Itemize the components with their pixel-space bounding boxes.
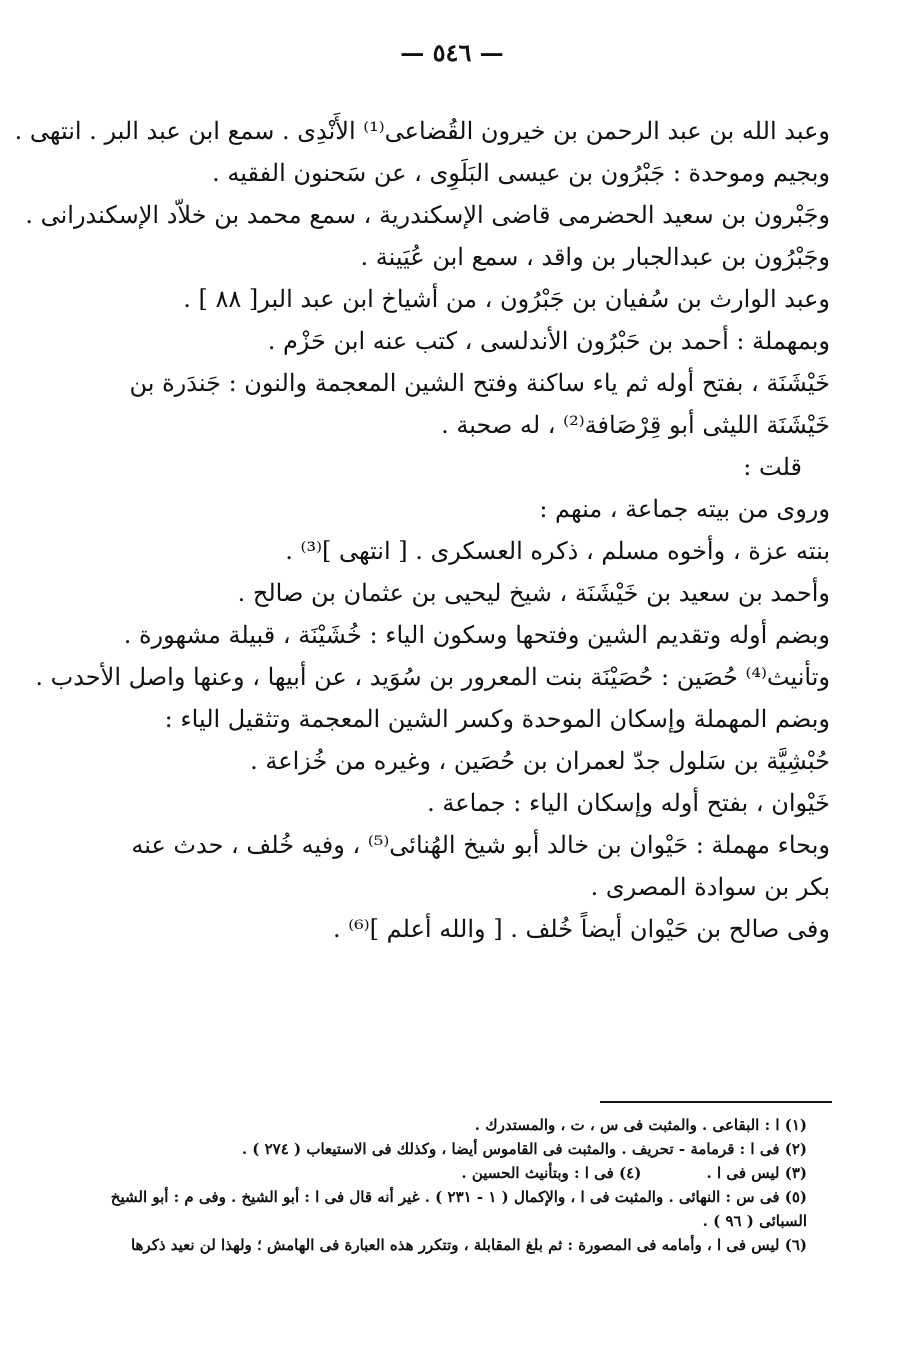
text-line: وعبد الوارث بن سُفيان بن جَبْرُون ، من أشياخ ابن عبد البر[ ٨٨ ] . <box>183 285 830 313</box>
section-heading: قلت : <box>743 453 802 481</box>
text-line: وبضم المهملة وإسكان الموحدة وكسر الشين المعجمة وتثقيل الياء : حُبْشِيَّة بن سَلول جدّ لعمران بن حُصَين ، وغيره من خُزاعة . <box>164 705 830 775</box>
footnote-4: (٤) فى ا : وبتأنيث الحسين . <box>461 1164 642 1182</box>
text-line: خَيْشَنَة ، بفتح أوله ثم ياء ساكنة وفتح الشين المعجمة والنون : جَندَرة بن خَيْشَنَة الليثى أبو قِرْصَافة⁽²⁾ ، له صحبة . <box>129 369 830 439</box>
text-line: خَيْوان ، بفتح أوله وإسكان الياء : جماعة . <box>427 789 830 817</box>
text-line: وبجيم وموحدة : جَبْرُون بن عيسى البَلَوِى ، عن سَحنون الفقيه . <box>212 159 830 187</box>
text-line: وعبد الله بن عبد الرحمن بن خيرون القُضاعى⁽¹⁾ الأَنْدِى . سمع ابن عبد البر . انتهى . <box>14 117 830 145</box>
main-text <box>14 110 830 950</box>
page-number: — ٥٤٦ — <box>400 38 504 67</box>
text-line: بنته عزة ، وأخوه مسلم ، ذكره العسكرى . [ انتهى ]⁽³⁾ . <box>285 537 830 565</box>
text-line: وبضم أوله وتقديم الشين وفتحها وسكون الياء : خُشَيْنَة ، قبيلة مشهورة . <box>123 621 830 649</box>
text-line: وروى من بيته جماعة ، منهم : <box>539 495 830 523</box>
footnote-1: (١) ا : البقاعى . والمثبت فى س ، ت ، والمستدرك . <box>474 1116 807 1134</box>
text-line: وجَبْرون بن سعيد الحضرمى قاضى الإسكندرية ، سمع محمد بن خلاّد الإسكندرانى . <box>25 201 830 229</box>
footnote-divider <box>600 1101 832 1103</box>
footnote-2: (٢) فى ا : قرمامة - تحريف . والمثبت فى القاموس أيضا ، وكذلك فى الاستيعاب ( ٢٧٤ ) . <box>241 1140 807 1158</box>
text-line: وجَبْرُون بن عبدالجبار بن واقد ، سمع ابن عُيَينة . <box>360 243 830 271</box>
text-line: وبمهملة : أحمد بن حَبْرُون الأندلسى ، كتب عنه ابن حَزْم . <box>267 327 830 355</box>
footnote-3-4-row <box>95 1161 815 1185</box>
footnote-3: (٣) ليس فى ا . <box>706 1164 807 1182</box>
text-line: وبحاء مهملة : حَيْوان بن خالد أبو شيخ الهُنائى⁽⁵⁾ ، وفيه خُلف ، حدث عنه بكر بن سوادة المصرى . <box>131 831 830 901</box>
footnotes <box>95 1113 815 1257</box>
text-line: وتأنيث⁽⁴⁾ حُصَين : حُصَيْنَة بنت المعرور بن سُوَيد ، عن أبيها ، وعنها واصل الأحدب . <box>35 663 830 691</box>
footnote-5: (٥) فى س : النهائى . والمثبت فى ا ، والإكمال ( ١ - ٢٣١ ) . غير أنه قال فى ا : أبو الشيخ . وفى م : أبو الشيخ السبائى ( ٩٦ ) . <box>110 1188 807 1230</box>
text-line: وفى صالح بن حَيْوان أيضاً خُلف . [ والله أعلم ]⁽⁶⁾ . <box>333 915 830 943</box>
text-line: وأحمد بن سعيد بن خَيْشَنَة ، شيخ ليحيى بن عثمان بن صالح . <box>237 579 830 607</box>
footnote-6: (٦) ليس فى ا ، وأمامه فى المصورة : ثم بلغ المقابلة ، وتتكرر هذه العبارة فى الهامش ؛ ولهذا لن نعيد ذكرها <box>130 1236 807 1254</box>
